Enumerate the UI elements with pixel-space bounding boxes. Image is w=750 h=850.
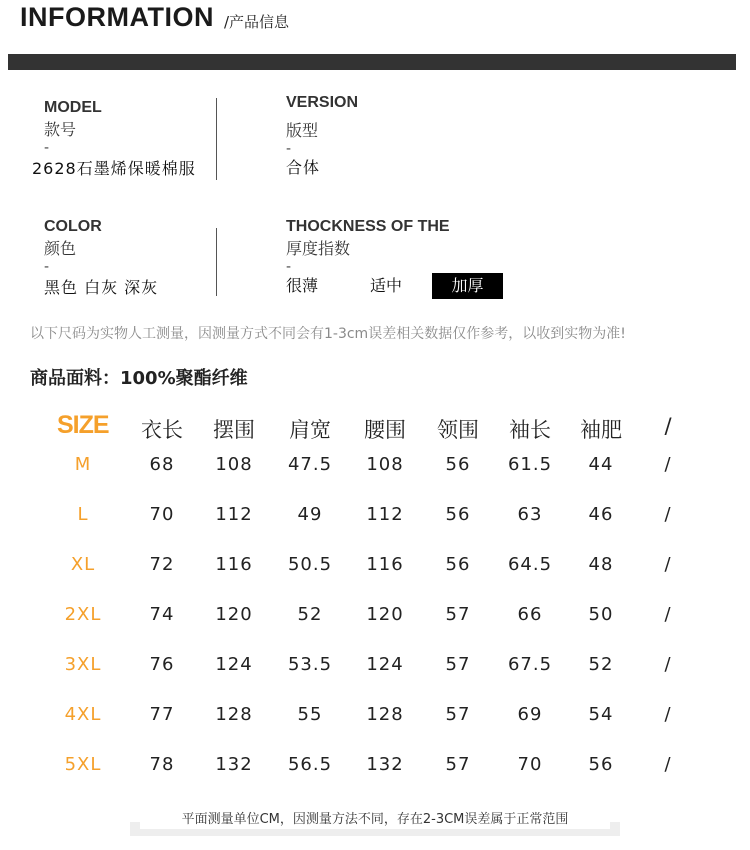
size-table-cell: 72 xyxy=(149,554,175,575)
spec-version-value: 合体 xyxy=(286,158,321,177)
thickness-scale xyxy=(286,273,516,299)
size-table-cell: 56 xyxy=(445,504,471,525)
spec-model-value: 2628石墨烯保暖棉服 xyxy=(32,159,196,178)
size-table-cell: 78 xyxy=(149,754,175,775)
spec-version xyxy=(286,92,358,180)
size-column-header: 肩宽 xyxy=(289,418,331,442)
spec-thickness-dash: - xyxy=(286,259,292,275)
size-table-cell: 116 xyxy=(215,554,253,575)
spec-version-cn: 版型 xyxy=(286,121,319,140)
spec-color-value: 黑色 白灰 深灰 xyxy=(44,278,159,297)
size-table-cell: / xyxy=(664,554,672,575)
footer-note: 平面测量单位CM，因测量方法不同，存在2-3CM误差属于正常范围 xyxy=(140,806,610,829)
spec-color-cn: 颜色 xyxy=(44,239,77,258)
size-table-cell: 49 xyxy=(297,504,323,525)
size-table-cell: 52 xyxy=(297,604,323,625)
size-table-cell: / xyxy=(664,504,672,525)
spec-thickness-cn: 厚度指数 xyxy=(286,239,351,258)
size-label: 5XL xyxy=(64,754,102,775)
size-label: 4XL xyxy=(64,704,102,725)
size-table-cell: / xyxy=(664,704,672,725)
spec-model-dash: - xyxy=(44,140,50,156)
spec-version-en: VERSION xyxy=(286,94,359,111)
size-table-cell: 69 xyxy=(517,704,543,725)
page-title: INFORMATION xyxy=(20,2,214,32)
size-table-cell: 66 xyxy=(517,604,543,625)
size-table-cell: / xyxy=(664,654,672,675)
thickness-option-thick-selected: 加厚 xyxy=(432,273,503,299)
size-table-cell: 56.5 xyxy=(287,754,333,775)
size-table-cell: / xyxy=(664,454,672,475)
size-table-cell: 128 xyxy=(366,704,404,725)
size-table-cell: 50 xyxy=(588,604,614,625)
size-label: M xyxy=(74,454,92,475)
size-column-header: 腰围 xyxy=(364,418,406,442)
spec-thickness xyxy=(286,216,450,274)
size-column-header: 袖长 xyxy=(509,418,551,442)
spec-divider xyxy=(216,98,217,180)
spec-model xyxy=(44,97,102,155)
size-table-cell: 57 xyxy=(445,754,471,775)
fabric-info: 商品面料：100%聚酯纤维 xyxy=(30,368,248,389)
size-table-cell: 116 xyxy=(366,554,404,575)
spec-color xyxy=(44,216,158,300)
size-table-cell: / xyxy=(664,604,672,625)
size-table-title: SIZE xyxy=(57,411,109,439)
size-table-cell: 56 xyxy=(588,754,614,775)
size-label: XL xyxy=(70,554,96,575)
size-table-cell: 46 xyxy=(588,504,614,525)
size-table-cell: 52 xyxy=(588,654,614,675)
size-table-cell: 61.5 xyxy=(507,454,553,475)
header-divider-bar xyxy=(8,54,736,70)
size-table-cell: 128 xyxy=(215,704,253,725)
size-table-cell: 108 xyxy=(366,454,404,475)
spec-model-en: MODEL xyxy=(44,99,102,116)
size-table-cell: 70 xyxy=(517,754,543,775)
size-table-cell: 57 xyxy=(445,704,471,725)
size-table-cell: 56 xyxy=(445,554,471,575)
size-table-cell: 74 xyxy=(149,604,175,625)
size-table-cell: 57 xyxy=(445,604,471,625)
size-table-cell: 55 xyxy=(297,704,323,725)
size-table-cell: 44 xyxy=(588,454,614,475)
size-table-cell: 132 xyxy=(215,754,253,775)
spec-thickness-en: THOCKNESS OF THE xyxy=(286,218,450,235)
size-table-cell: 47.5 xyxy=(287,454,333,475)
size-table-cell: / xyxy=(664,754,672,775)
spec-model-cn: 款号 xyxy=(44,120,77,139)
size-table-cell: 64.5 xyxy=(507,554,553,575)
size-table-cell: 57 xyxy=(445,654,471,675)
size-table-cell: 124 xyxy=(215,654,253,675)
size-column-header: / xyxy=(664,414,672,438)
size-table-cell: 120 xyxy=(366,604,404,625)
size-table-cell: 132 xyxy=(366,754,404,775)
size-label: 2XL xyxy=(64,604,102,625)
size-table-cell: 53.5 xyxy=(287,654,333,675)
measurement-note: 以下尺码为实物人工测量，因测量方式不同会有1-3cm误差相关数据仅作参考，以收到实物为准! xyxy=(30,326,626,342)
size-table-cell: 48 xyxy=(588,554,614,575)
size-table-cell: 68 xyxy=(149,454,175,475)
size-table-cell: 124 xyxy=(366,654,404,675)
size-column-header: 衣长 xyxy=(141,418,183,442)
size-table-cell: 63 xyxy=(517,504,543,525)
thickness-option-medium: 适中 xyxy=(370,276,403,295)
size-table-cell: 120 xyxy=(215,604,253,625)
size-column-header: 袖肥 xyxy=(580,418,622,442)
thickness-option-thin: 很薄 xyxy=(286,276,319,295)
spec-color-dash: - xyxy=(44,259,50,275)
size-table-cell: 70 xyxy=(149,504,175,525)
size-table-cell: 77 xyxy=(149,704,175,725)
size-table-cell: 112 xyxy=(215,504,253,525)
size-table-cell: 112 xyxy=(366,504,404,525)
size-label: L xyxy=(77,504,89,525)
spec-version-dash: - xyxy=(286,141,292,157)
size-table-cell: 108 xyxy=(215,454,253,475)
size-table-cell: 54 xyxy=(588,704,614,725)
size-column-header: 领围 xyxy=(437,418,479,442)
spec-divider xyxy=(216,228,217,296)
page-subtitle: /产品信息 xyxy=(224,13,290,31)
size-label: 3XL xyxy=(64,654,102,675)
size-table-cell: 56 xyxy=(445,454,471,475)
spec-color-en: COLOR xyxy=(44,218,102,235)
size-table-cell: 50.5 xyxy=(287,554,333,575)
size-column-header: 摆围 xyxy=(213,418,255,442)
size-table-cell: 67.5 xyxy=(507,654,553,675)
size-table-cell: 76 xyxy=(149,654,175,675)
